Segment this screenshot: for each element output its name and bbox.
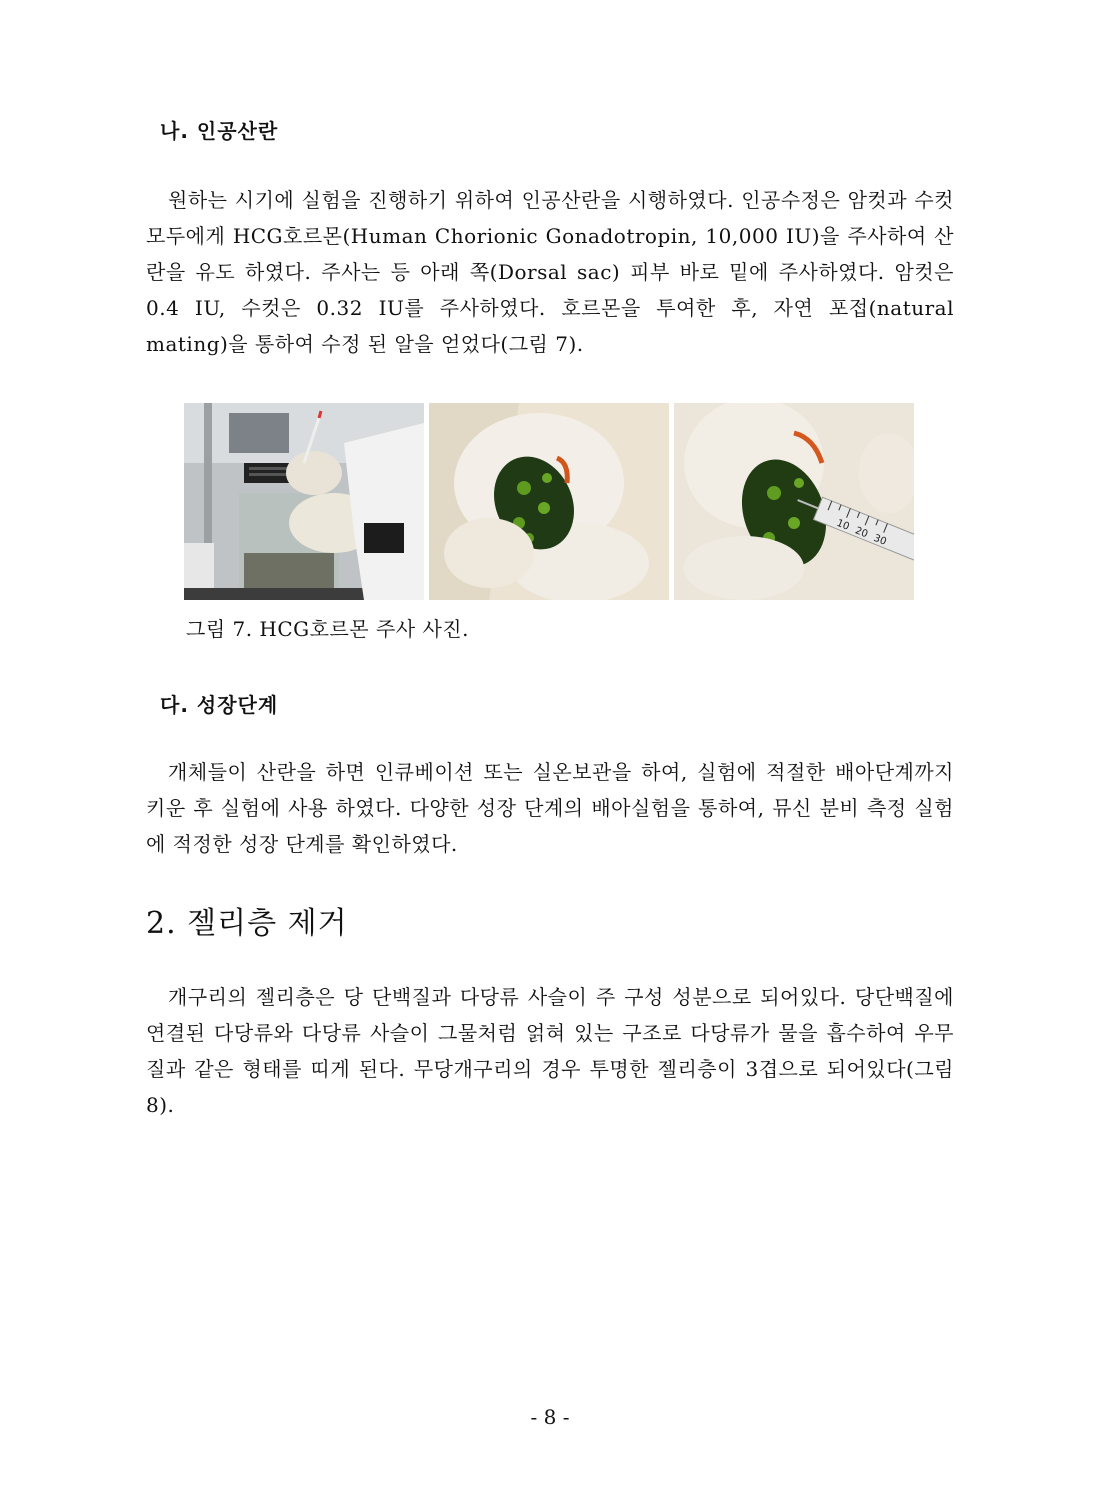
- photo-toad-syringe: [674, 403, 914, 600]
- syringe-mark-20: 20: [853, 525, 870, 541]
- photo-lab-injection: [184, 403, 424, 600]
- section-heading-artificial-spawning: 나. 인공산란: [160, 119, 279, 143]
- section-heading-jelly-removal: 2. 젤리층 제거: [146, 906, 348, 941]
- figure-7-caption: 그림 7. HCG호르몬 주사 사진.: [186, 617, 469, 641]
- paragraph-growth-stage: 개체들이 산란을 하면 인큐베이션 또는 실온보관을 하여, 실험에 적절한 배아단계까지 키운 후 실험에 사용 하였다. 다양한 성장 단계의 배아실험을 통하여, 뮤신 분비 측정 실험에 적정한 성장 단계를 확인하였다.: [146, 760, 954, 856]
- section-heading-growth-stage: 다. 성장단계: [160, 693, 279, 717]
- photo-toad-hand: [429, 403, 669, 600]
- paragraph-artificial-spawning: 원하는 시기에 실험을 진행하기 위하여 인공산란을 시행하였다. 인공수정은 암컷과 수컷 모두에게 HCG호르몬(Human Chorionic Gonadotropin, 10,000 IU)을 주사하여 산란을 유도 하였다. 주사는 등 아래 쪽(Dorsal sac) 피부 바로 밑에 주사하였다. 암컷은 0.4 IU, 수컷은 0.32 IU를 주사하였다. 호르몬을 투여한 후, 자연 포접(natural mating)을 통하여 수정 된 알을 얻었다(그림 7).: [146, 188, 954, 356]
- syringe-mark-30: 30: [871, 532, 888, 548]
- figure-7: [184, 403, 914, 600]
- page-number: - 8 -: [530, 1405, 570, 1429]
- paragraph-jelly-removal: 개구리의 젤리층은 당 단백질과 다당류 사슬이 주 구성 성분으로 되어있다. 당단백질에 연결된 다당류와 다당류 사슬이 그물처럼 얽혀 있는 구조로 다당류가 물을 흡수하여 우무질과 같은 형태를 띠게 된다. 무당개구리의 경우 투명한 젤리층이 3겹으로 되어있다(그림 8).: [146, 985, 954, 1117]
- syringe-mark-10: 10: [834, 517, 851, 533]
